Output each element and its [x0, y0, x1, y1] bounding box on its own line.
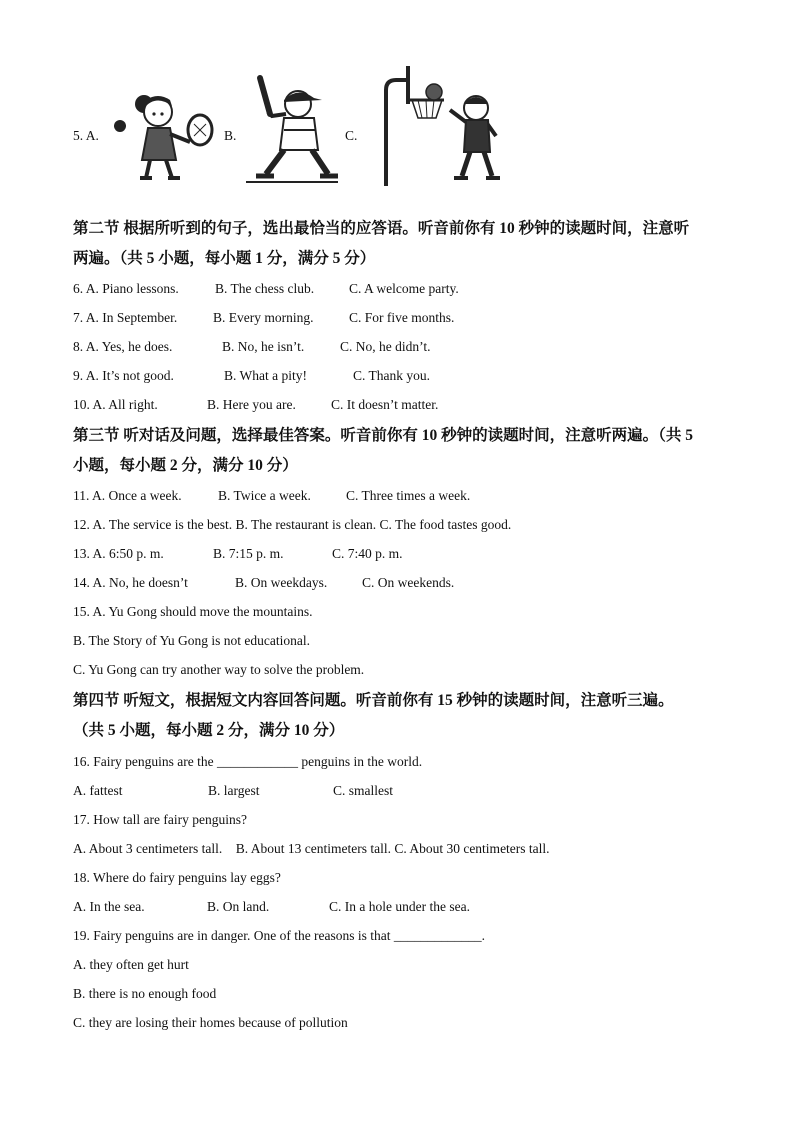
q11-option-b: B. Twice a week. [218, 488, 311, 503]
q10-option-c: C. It doesn’t matter. [331, 397, 439, 412]
section2-heading-line2: 两遍。（共 5 小题，每小题 1 分，满分 5 分） [73, 250, 376, 267]
q16-option-b: B. largest [208, 783, 260, 798]
q14-option-a: 14. A. No, he doesn’t [73, 575, 188, 590]
q18-option-a: A. In the sea. [73, 899, 145, 914]
q11-option-a: 11. A. Once a week. [73, 488, 182, 503]
section3-heading-line1: 第三节 听对话及问题，选择最佳答案。听音前你有 10 秒钟的读题时间，注意听两遍。（共 5 [73, 427, 694, 444]
q16-option-c: C. smallest [333, 783, 393, 798]
q16-stem: 16. Fairy penguins are the ____________ penguins in the world. [73, 754, 423, 769]
basketball-player-icon [378, 60, 508, 188]
q5-number: 5. A. [73, 128, 99, 143]
q9-option-a: 9. A. It’s not good. [73, 368, 174, 383]
section2-heading-line1: 第二节 根据所听到的句子，选出最恰当的应答语。听音前你有 10 秒钟的读题时间，注意听 [73, 220, 690, 237]
q18-option-c: C. In a hole under the sea. [329, 899, 470, 914]
q8-option-b: B. No, he isn’t. [222, 339, 305, 354]
baseball-batter-icon [240, 74, 340, 186]
q9-option-c: C. Thank you. [353, 368, 430, 383]
q13-option-b: B. 7:15 p. m. [213, 546, 284, 561]
q15-option-b: B. The Story of Yu Gong is not educational. [73, 633, 310, 648]
q14-option-b: B. On weekdays. [235, 575, 328, 590]
q6-option-c: C. A welcome party. [349, 281, 459, 296]
q9-option-b: B. What a pity! [224, 368, 307, 383]
section3-heading-line2: 小题，每小题 2 分，满分 10 分） [73, 457, 298, 474]
q13-option-a: 13. A. 6:50 p. m. [73, 546, 164, 561]
q18-stem: 18. Where do fairy penguins lay eggs? [73, 870, 281, 885]
section4-heading-line2: （共 5 小题，每小题 2 分，满分 10 分） [73, 722, 345, 739]
q14-option-c: C. On weekends. [362, 575, 455, 590]
q8-option-c: C. No, he didn’t. [340, 339, 431, 354]
q7-option-c: C. For five months. [349, 310, 455, 325]
q17-options: A. About 3 centimeters tall. B. About 13 centimeters tall. C. About 30 centimeters tall. [73, 841, 550, 856]
q19-stem: 19. Fairy penguins are in danger. One of the reasons is that _____________. [73, 928, 486, 943]
q8-option-a: 8. A. Yes, he does. [73, 339, 173, 354]
q16-option-a: A. fattest [73, 783, 123, 798]
tennis-player-icon [110, 86, 218, 184]
q10-option-b: B. Here you are. [207, 397, 296, 412]
q15-option-a: 15. A. Yu Gong should move the mountains. [73, 604, 313, 619]
q15-option-c: C. Yu Gong can try another way to solve the problem. [73, 662, 365, 677]
q7-option-a: 7. A. In September. [73, 310, 178, 325]
q6-option-a: 6. A. Piano lessons. [73, 281, 179, 296]
q11-option-c: C. Three times a week. [346, 488, 471, 503]
section4-heading-line1: 第四节 听短文，根据短文内容回答问题。听音前你有 15 秒钟的读题时间，注意听三遍。 [73, 692, 674, 709]
q18-option-b: B. On land. [207, 899, 270, 914]
q12-options: 12. A. The service is the best. B. The restaurant is clean. C. The food tastes good. [73, 517, 512, 532]
q5-label-c: C. [345, 128, 358, 143]
q13-option-c: C. 7:40 p. m. [332, 546, 403, 561]
q10-option-a: 10. A. All right. [73, 397, 158, 412]
q19-option-b: B. there is no enough food [73, 986, 217, 1001]
q5-label-b: B. [224, 128, 237, 143]
q19-option-a: A. they often get hurt [73, 957, 189, 972]
q6-option-b: B. The chess club. [215, 281, 315, 296]
q7-option-b: B. Every morning. [213, 310, 314, 325]
q19-option-c: C. they are losing their homes because of pollution [73, 1015, 348, 1030]
q17-stem: 17. How tall are fairy penguins? [73, 812, 247, 827]
